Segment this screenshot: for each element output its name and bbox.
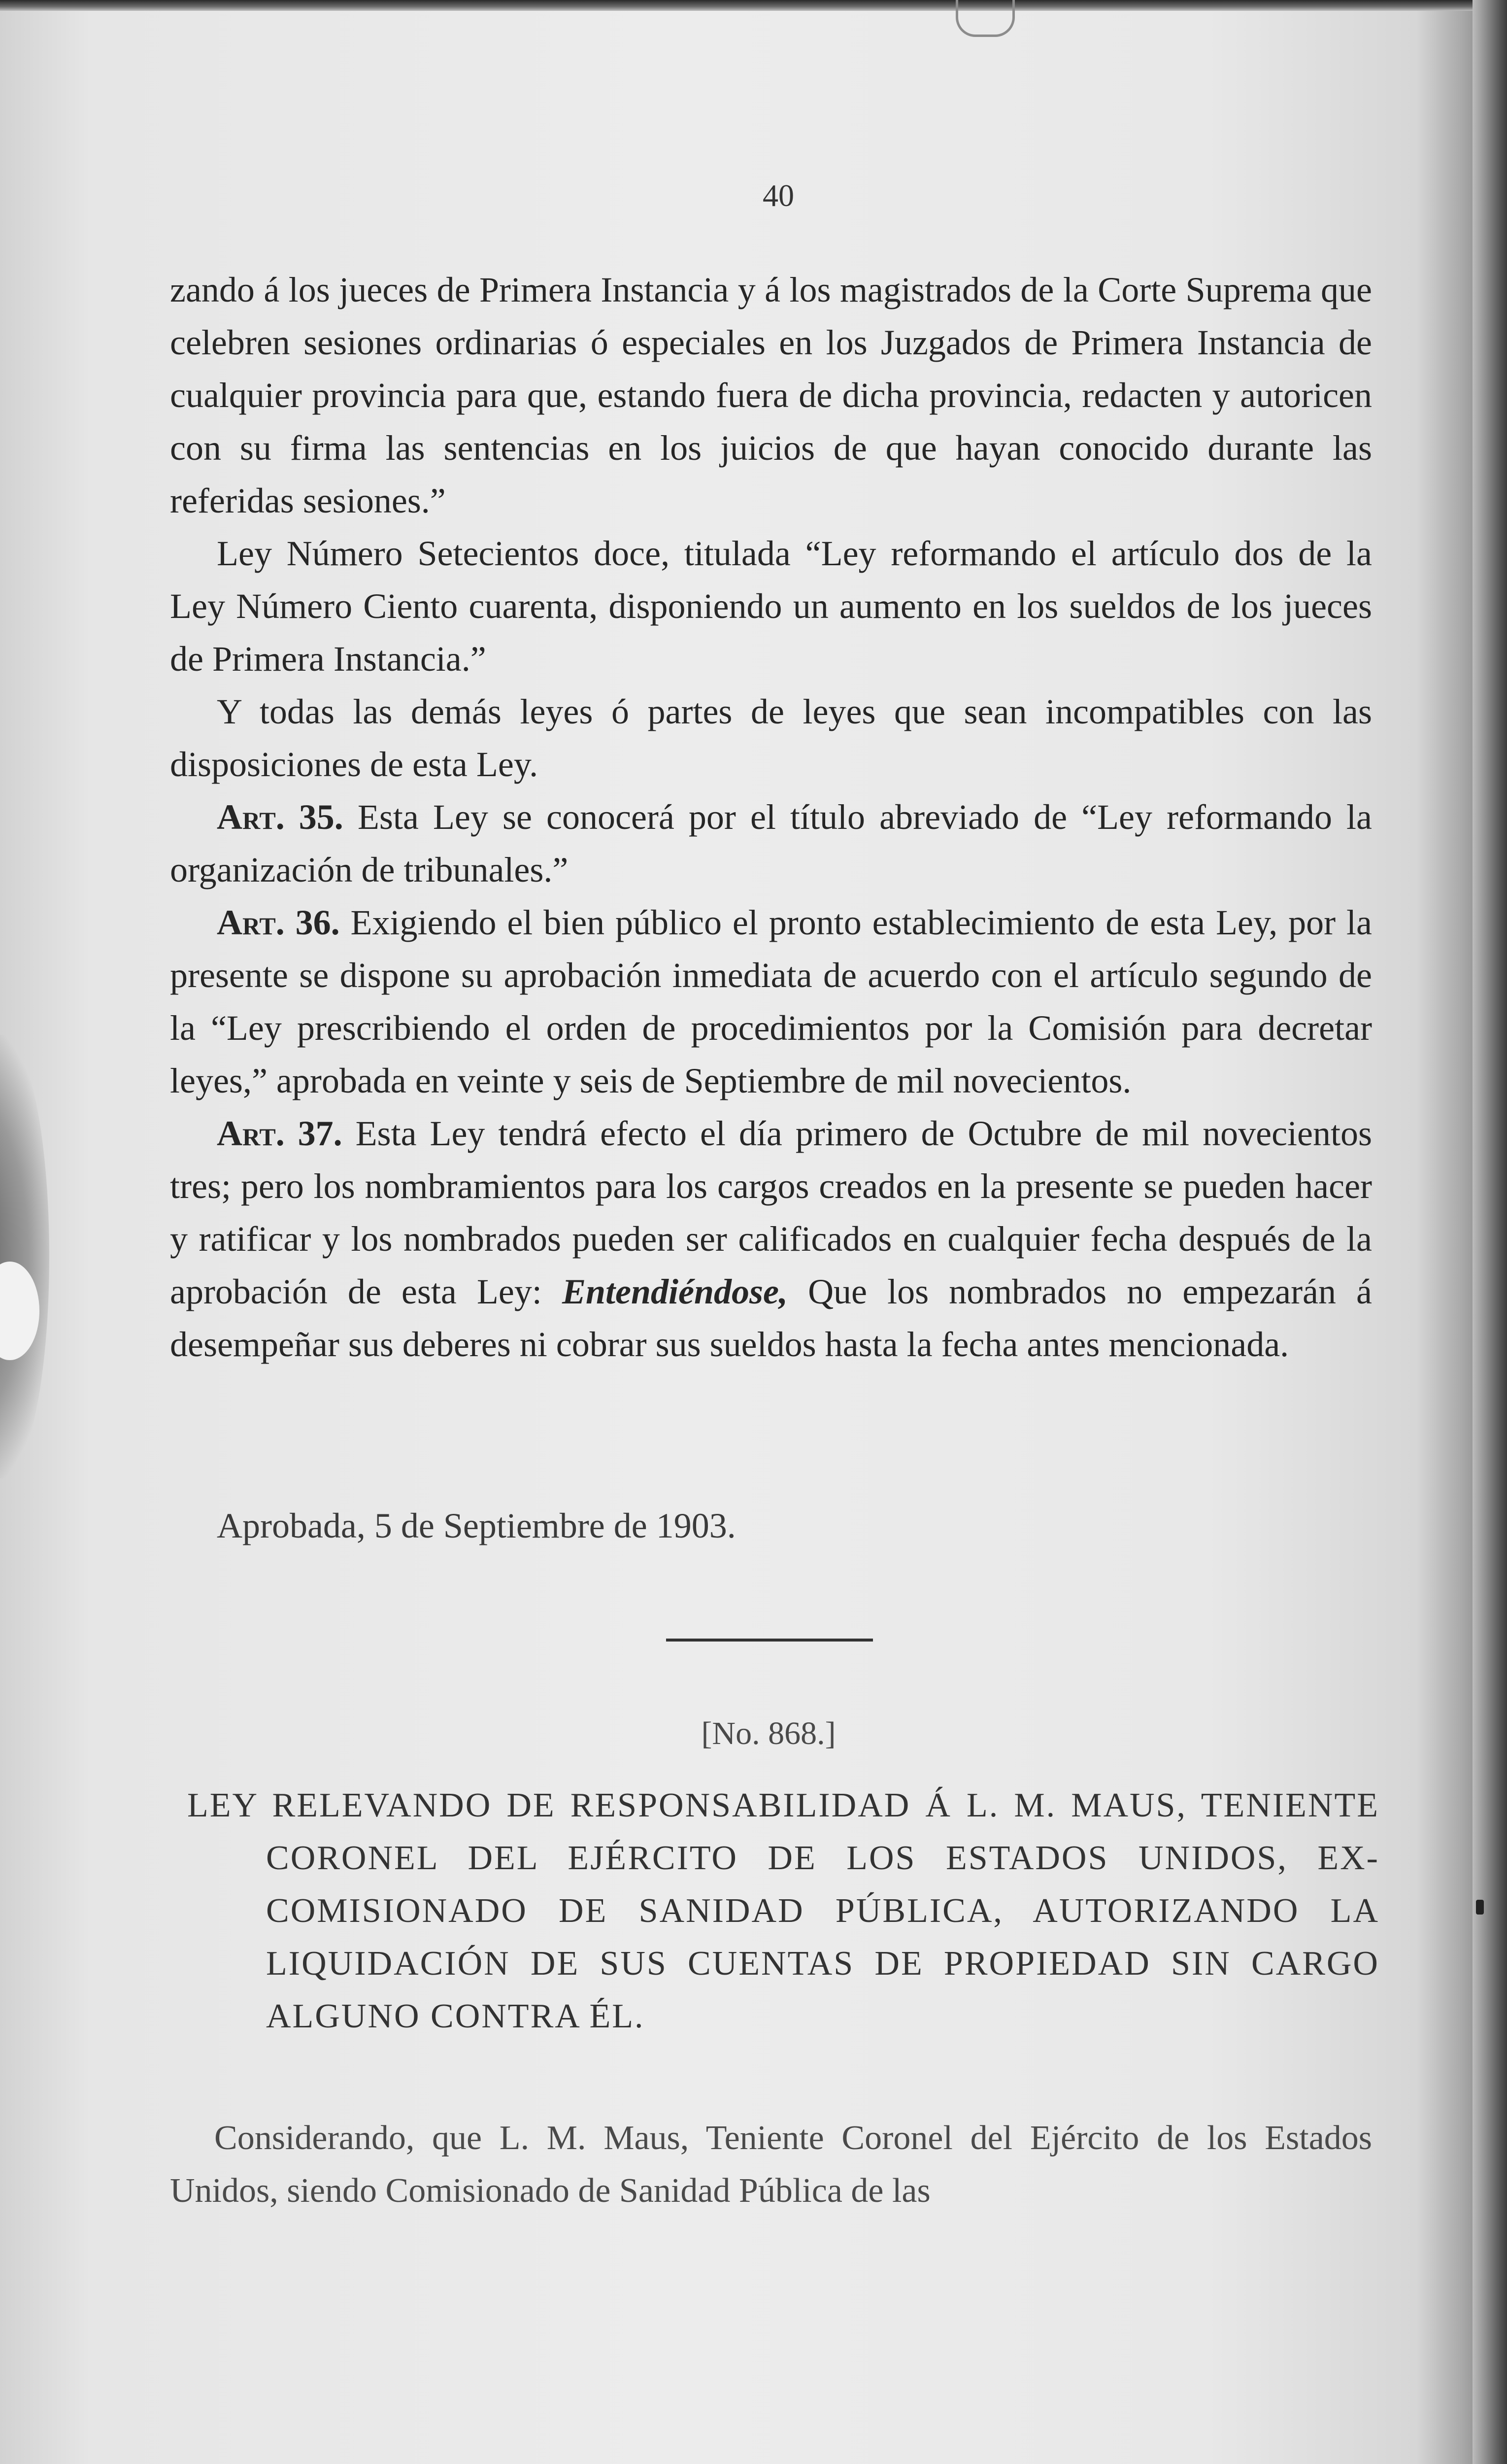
law-number: [No. 868.] [701, 1715, 836, 1751]
approval-date: Aprobada, 5 de Septiembre de 1903. [217, 1506, 736, 1545]
article-text: Esta Ley tendrá efecto el día primero de Octubre de mil novecientos tres; pero los nombramientos para los cargos creados en la presente se pueden hacer y ratificar y los nombrados pueden ser calificados en cualquier fecha después de la aprobación de esta Ley: [170, 1114, 1373, 1311]
article-label: Art. 36. [217, 903, 340, 942]
page-number: 40 [763, 178, 794, 213]
page-binding-edge [1473, 0, 1507, 2464]
law-title: LEY RELEVANDO DE RESPONSABILIDAD Á L. M. MAUS, TENIENTE CORONEL DEL EJÉRCITO DE LOS ESTADOS UNIDOS, EX-COMISIONADO DE SANIDAD PÚBLICA, AUTORIZANDO LA LIQUIDACIÓN DE SUS CUENTAS DE PROPIEDAD SIN CARGO ALGUNO CONTRA ÉL. [187, 1786, 1379, 2035]
margin-mark [1476, 1900, 1484, 1915]
paragraph-law-712: Ley Número Setecientos doce, titulada “Ley reformando el artículo dos de la Ley Número Ciento cuarenta, disponiendo un aumento en los sueldos de los jueces de Primera Instancia.” [170, 534, 1372, 679]
article-label: Art. 35. [217, 797, 343, 837]
page-top-edge [0, 0, 1507, 11]
considering-paragraph: Considerando, que L. M. Maus, Teniente Coronel del Ejército de los Estados Unidos, siendo Comisionado de Sanidad Pública de las [170, 2119, 1372, 2210]
paragraph-other-laws: Y todas las demás leyes ó partes de leyes que sean incompatibles con las disposiciones de esta Ley. [170, 692, 1372, 784]
article-37 [170, 1107, 1372, 1371]
paper-tear-mark [956, 0, 1015, 37]
paragraph-continuation: zando á los jueces de Primera Instancia y á los magistrados de la Corte Suprema que celebren sesiones ordinarias ó especiales en los Juzgados de Primera Instancia de cualquier provincia para que, estando fuera de dicha provincia, redacten y autoricen con su firma las sentencias en los juicios de que hayan conocido durante las referidas sesiones.” [170, 270, 1372, 520]
article-36 [170, 896, 1372, 1107]
article-proviso: Entendiéndose, [562, 1272, 788, 1311]
thumb-shadow [0, 1035, 49, 1478]
body-text [170, 264, 1372, 1371]
article-text-continued: Que los nombrados no empezarán á desempeñar sus deberes ni cobrar sus sueldos hasta la fecha antes mencionada. [170, 1272, 1373, 1364]
article-35 [170, 791, 1372, 896]
article-text: Esta Ley se conocerá por el título abreviado de “Ley reformando la organización de tribunales.” [170, 797, 1373, 890]
article-label: Art. 37. [217, 1114, 342, 1153]
section-divider [666, 1639, 873, 1642]
article-text: Exigiendo el bien público el pronto establecimiento de esta Ley, por la presente se dispone su aprobación inmediata de acuerdo con el artículo segundo de la “Ley prescribiendo el orden de procedimientos por la Comisión para decretar leyes,” aprobada en veinte y seis de Septiembre de mil novecientos. [170, 903, 1373, 1100]
